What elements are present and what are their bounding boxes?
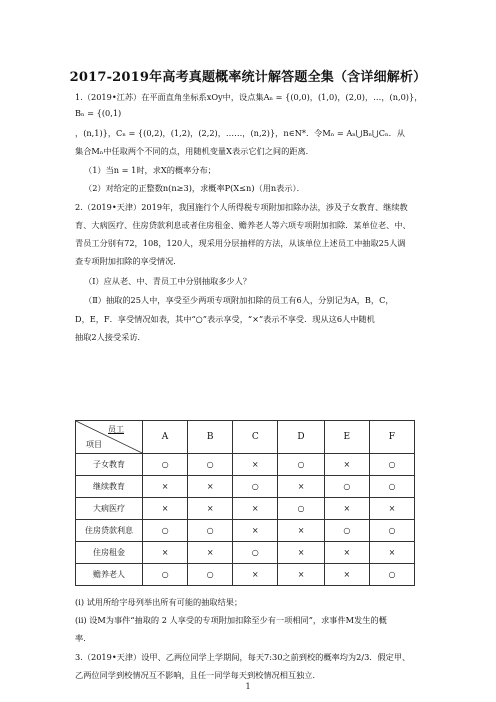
q2-sub-ii: (ii) 设M为事件“抽取的 2 人享受的专项附加扣除至少有一项相同”，求事件M发生的概: [75, 615, 387, 625]
column-header: D: [278, 421, 324, 454]
table-cell: ○: [369, 454, 414, 476]
corner-label-item: 项目: [86, 440, 102, 449]
table-cell: ×: [369, 498, 414, 520]
table-row: [76, 454, 415, 476]
column-header: B: [188, 421, 233, 454]
q3-line-2: 乙两位同学到校情况互不影响，且任一同学每天到校情况相互独立．: [75, 670, 321, 680]
table-cell: ×: [278, 564, 324, 586]
q2-line-4: 查专项附加扣除的享受情况．: [75, 256, 182, 266]
q2-line-5: D，E，F．享受情况如表，其中“○”表示享受，“×”表示不享受．现从这6人中随机: [75, 314, 375, 324]
corner-label-employee: 员工: [108, 425, 124, 434]
q1-part-1: （1）当n = 1时，求X的概率分布；: [84, 165, 216, 175]
table-cell: ○: [324, 476, 369, 498]
table-header-row: [76, 421, 415, 454]
table-row: [76, 476, 415, 498]
table-cell: ×: [188, 498, 233, 520]
table-row: [76, 520, 415, 542]
table-cell: ×: [324, 564, 369, 586]
table-cell: ○: [324, 520, 369, 542]
table-cell: ×: [324, 498, 369, 520]
q1-line-3: ，(n,1)}，Cₙ = {(0,2)，(1,2)，(2,2)，……，(n,2)}，n∈N*．令Mₙ = Aₙ⋃Bₙ⋃Cₙ．从: [75, 128, 405, 138]
table-cell: ○: [188, 454, 233, 476]
row-label: 赡养老人: [76, 564, 143, 586]
table-cell: ○: [188, 520, 233, 542]
q2-line-6: 抽取2人接受采访．: [75, 332, 146, 342]
table-cell: ○: [188, 564, 233, 586]
table-row: [76, 498, 415, 520]
column-header: A: [143, 421, 188, 454]
table-cell: ○: [278, 498, 324, 520]
table-cell: ×: [278, 542, 324, 564]
deduction-table: [75, 420, 415, 586]
table-cell: ○: [143, 564, 188, 586]
document-title: 2017-2019年高考真题概率统计解答题全集（含详细解析）: [69, 70, 427, 85]
table-cell: ×: [233, 520, 278, 542]
q1-line-4: 集合Mₙ中任取两个不同的点，用随机变量X表示它们之间的距离．: [75, 146, 314, 156]
table-cell: ×: [188, 542, 233, 564]
row-label: 大病医疗: [76, 498, 143, 520]
row-label: 住房租金: [76, 542, 143, 564]
column-header: C: [233, 421, 278, 454]
q3-line-1: 3.（2019•天津）设甲、乙两位同学上学期间，每天7:30之前到校的概率均为2/3．假定甲、: [75, 652, 411, 662]
row-label: 继续教育: [76, 476, 143, 498]
q1-line-2: Bₙ = {(0,1): [75, 108, 122, 118]
table-cell: ×: [278, 520, 324, 542]
q2-sub-i: (i) 试用所给字母列举出所有可能的抽取结果；: [75, 597, 243, 607]
table-cell: ×: [369, 542, 414, 564]
table-cell: ○: [369, 476, 414, 498]
table-cell: ○: [143, 520, 188, 542]
table-cell: ○: [369, 520, 414, 542]
table-cell: ×: [188, 476, 233, 498]
table-cell: ×: [233, 564, 278, 586]
table-cell: ×: [233, 498, 278, 520]
table-cell: ×: [143, 476, 188, 498]
table-cell: ○: [278, 454, 324, 476]
table-cell: ×: [233, 454, 278, 476]
column-header: E: [324, 421, 369, 454]
table-cell: ×: [278, 476, 324, 498]
table-cell: ○: [233, 476, 278, 498]
q2-part-1: （Ⅰ）应从老、中、青员工中分别抽取多少人？: [84, 276, 251, 286]
row-label: 住房贷款利息: [76, 520, 143, 542]
table-cell: ×: [143, 498, 188, 520]
page-number: 1: [245, 682, 251, 691]
table-cell: ×: [324, 454, 369, 476]
q1-part-2: （2）对给定的正整数n(n≥3)，求概率P(X≤n)（用n表示）．: [84, 183, 305, 193]
q1-line-1: 1.（2019•江苏）在平面直角坐标系xOy中，设点集Aₙ = {(0,0)，(1,0)，(2,0)，…，(n,0)}，: [75, 92, 423, 102]
q2-line-1: 2.（2019•天津）2019年，我国施行个人所得税专项附加扣除办法，涉及子女教育、继续教: [75, 202, 408, 212]
table-cell: ○: [233, 542, 278, 564]
table-cell: ×: [143, 542, 188, 564]
table-corner-cell: [76, 421, 143, 454]
q2-part-2: （Ⅱ）抽取的25人中，享受至少两项专项附加扣除的员工有6人，分别记为A，B，C，: [84, 295, 394, 305]
table-cell: ×: [324, 542, 369, 564]
table-cell: ○: [369, 564, 414, 586]
table-row: [76, 542, 415, 564]
q2-line-2: 育、大病医疗、住房贷款利息或者住房租金、赡养老人等六项专项附加扣除．某单位老、中、: [75, 220, 411, 230]
table-row: [76, 564, 415, 586]
q2-sub-ii-cont: 率．: [75, 633, 92, 643]
q2-line-3: 青员工分别有72，108，120人，现采用分层抽样的方法，从该单位上述员工中抽取25人调: [75, 238, 406, 248]
column-header: F: [369, 421, 414, 454]
table-cell: ○: [143, 454, 188, 476]
row-label: 子女教育: [76, 454, 143, 476]
